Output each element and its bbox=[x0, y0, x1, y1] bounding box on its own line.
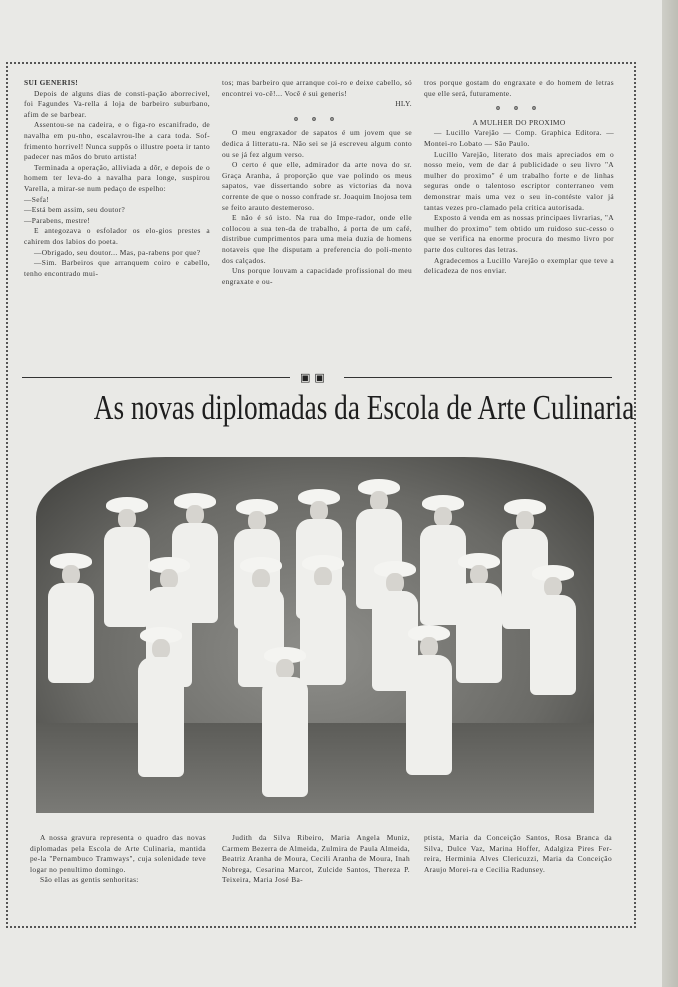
divider-line bbox=[22, 377, 290, 378]
dialogue-line: —Parabens, mestre! bbox=[24, 215, 91, 225]
book-credits: — Lucillo Varejão — Comp. Graphica Editora. — Montei-ro Lobato — São Paulo. bbox=[424, 128, 614, 148]
caption-text: ptista, Maria da Conceição Santos, Rosa Branca da Silva, Dulce Vaz, Marina Hoffer, Adalgiza Pires Fer-reira, Herminia Alves Clericuzzi, Maria da Conceição Araujo Morei-ra e Cecilia Radunsey. bbox=[424, 833, 612, 874]
caption-text: A nossa gravura representa o quadro das novas diplomadas pela Escola de Arte Culinaria, mantida pe-la "Pernambuco Tramways", cuja solenidade teve logar no penultimo domingo. bbox=[30, 833, 206, 874]
caption-column-middle bbox=[222, 833, 410, 886]
photo-figure bbox=[524, 565, 582, 695]
dialogue-line: —Sefa! bbox=[24, 194, 50, 204]
caption-text: Judith da Silva Ribeiro, Maria Angela Muniz, Carmem Bezerra de Almeida, Zulmira de Paula Almeida, Beatriz Aranha de Moura, Cecili Aranha de Moura, Inah Nobrega, Cesarina Marcot, Zulcide Santos, Thereza P. Teixeira, Maria José Ba- bbox=[222, 833, 410, 885]
paragraph: Uns porque louvam a capacidade profissional do meu engraxate e ou- bbox=[222, 266, 412, 286]
adjacent-page-edge bbox=[662, 0, 678, 987]
photo-figure bbox=[400, 625, 458, 775]
ornamental-divider bbox=[22, 373, 612, 382]
paragraph: Lucillo Varejão, literato dos mais apreciados em o nosso meio, vem de dar á publicidade o seu livro "A mulher do proximo" é um trabalho forte e de linhas seguras onde o talentoso escriptor conterraneo vem demonstrar mais uma vez o seu in-contéste valor já tantas vezes pro-clamado pela critica autorisada. bbox=[424, 149, 614, 212]
photo-figure bbox=[256, 647, 314, 797]
divider-line bbox=[344, 377, 612, 378]
paragraph: O meu engraxador de sapatos é um jovem que se dedica á litteratu-ra. Não sei se já escreveu algum conto ou se já fez algum verso. bbox=[222, 128, 412, 159]
paragraph: Assentou-se na cadeira, e o figa-ro escanifrado, de navalha em pu-nho, escalavrou-lhe a cara toda. Sof-frimento horrivel! Nunca suppôs o illustre poeta ir tanto padecer nas mãos do bruto artista! bbox=[24, 120, 210, 162]
caption-text: São ellas as gentis senhoritas: bbox=[40, 875, 139, 885]
paragraph: Agradecemos a Lucillo Varejão o exemplar que teve a delicadeza de nos enviar. bbox=[424, 255, 614, 276]
section-separator: o o o bbox=[496, 103, 542, 113]
photo-figure bbox=[42, 553, 100, 683]
book-title: A MULHER DO PROXIMO bbox=[472, 117, 566, 127]
caption-column-right bbox=[424, 833, 612, 875]
group-photograph bbox=[36, 457, 594, 813]
dialogue-line: —Está bem assim, seu doutor? bbox=[24, 205, 126, 215]
page-headline: As novas diplomadas da Escola de Arte Culinaria bbox=[93, 388, 635, 427]
photo-figure bbox=[450, 553, 508, 683]
paragraph: O certo é que elle, admirador da arte nova do sr. Graça Aranha, á proporção que vae polindo os meus sapatos, vae dissertando sobre as victorias da nova corrente de que o nosso confrade sr. Joaquim Inojosa tem se feito arauto destemeroso. bbox=[222, 160, 412, 212]
paragraph: Depois de alguns dias de consti-pação aborrecivel, foi Fagundes Va-rella á loja de barbeiro suburbano, afim de se barbear. bbox=[24, 88, 210, 119]
paragraph: Terminada a operação, alliviada a dôr, e depois de o homem ter leva-do a navalha para longe, suspirou Varella, a mirar-se num pedaço de espelho: bbox=[24, 162, 210, 193]
paragraph: Exposto á venda em as nossas principaes livrarias, "A mulher do proximo" tem obtido um ruidoso suc-cesso o que se verifica na enorme procura do mesmo livro por parte dos cultores das letras. bbox=[424, 213, 614, 254]
column-left bbox=[24, 78, 210, 279]
column-middle bbox=[222, 78, 412, 287]
section-separator: o o o bbox=[294, 113, 340, 123]
photo-figure bbox=[132, 627, 190, 777]
paragraph: —Obrigado, seu doutor... Mas, pa-rabens por que? bbox=[34, 247, 201, 257]
paragraph: —Sim. Barbeiros que arranquem coiro e cabello, tenho encontrado mui- bbox=[24, 258, 210, 278]
signature: HLY. bbox=[395, 99, 412, 109]
caption-column-left bbox=[30, 833, 206, 886]
paragraph: E não é só isto. Na rua do Impe-rador, onde elle collocou a sua ten-da de trabalho, á porta de um café, distribue cumprimentos para uma meia duzia de homens notaveis que lhe disputam a preferencia do poli-mento dos calçados. bbox=[222, 213, 412, 265]
photo-floor bbox=[36, 723, 594, 813]
paragraph: tros porque gostam do engraxate e do homem de letras que elle será, futuramente. bbox=[424, 78, 614, 98]
article-heading: SUI GENERIS! bbox=[24, 78, 79, 87]
paragraph: tos; mas barbeiro que arranque coi-ro e deixe cabello, só encontrei vo-cê!... Você é sui generis! bbox=[222, 78, 412, 98]
divider-ornament: ▣▣ bbox=[300, 372, 329, 384]
column-right bbox=[424, 78, 614, 277]
paragraph: E antegozava o esfolador os elo-gios prestes a cahirem dos labios do poeta. bbox=[24, 226, 210, 246]
